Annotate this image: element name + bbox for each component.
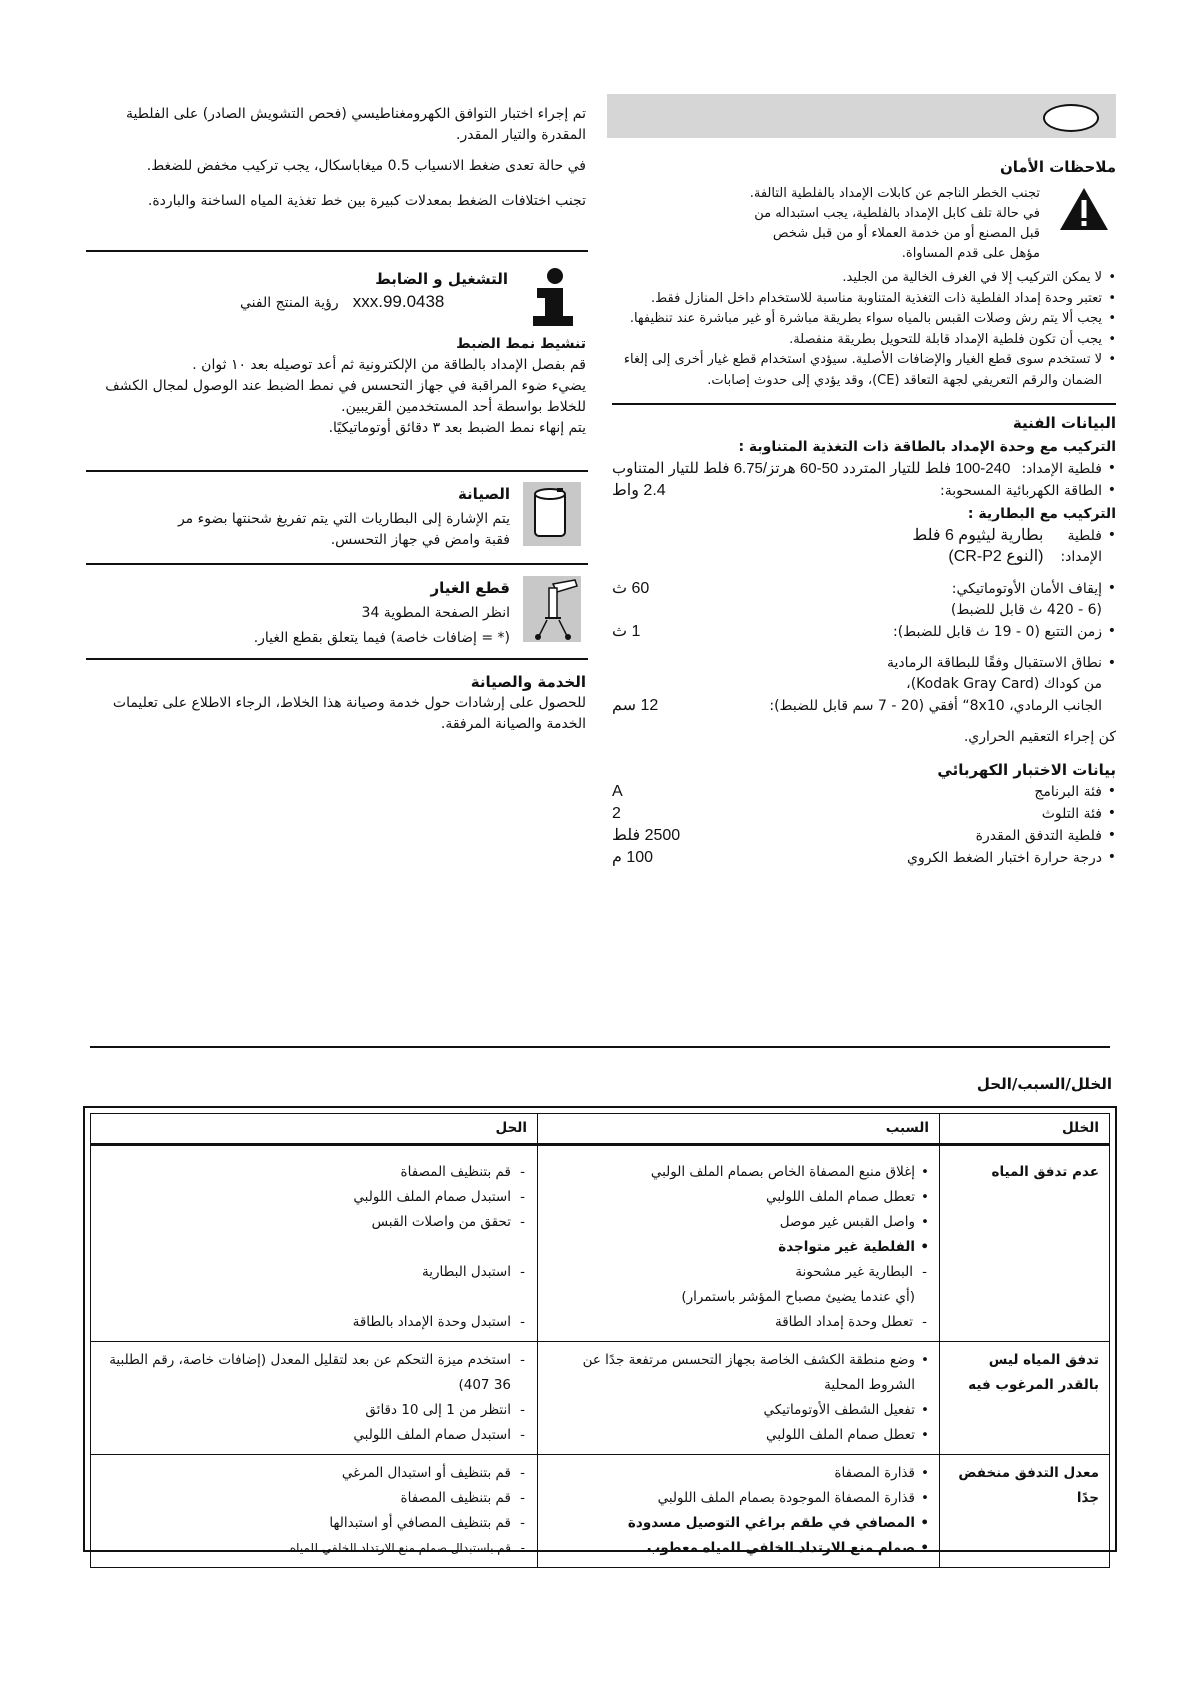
cause-line: • واصل القبس غير موصل — [548, 1210, 929, 1235]
header-fault: الخلل — [940, 1114, 1110, 1145]
cause-line: • صمام منع الارتداد الخلفي للمياه معطوب — [548, 1536, 929, 1561]
divider — [86, 470, 588, 472]
range-label-2: من كوداك (Kodak Gray Card)، — [906, 676, 1102, 692]
cause-line: • المصافي في طقم براغي التوصيل مسدودة — [548, 1511, 929, 1536]
range-label-1: • نطاق الاستقبال وفقًا للبطاقة الرمادية — [612, 653, 1116, 674]
cause-line: - البطارية غير مشحونة — [548, 1260, 929, 1285]
solution-line: - قم بتنظيف أو استبدال المرغي — [101, 1461, 527, 1486]
spare-parts-line: انظر الصفحة المطوية 34 — [361, 605, 510, 621]
tech-title: البيانات الفنية — [1012, 414, 1116, 432]
faucet-icon — [523, 576, 581, 642]
ac-install-title: التركيب مع وحدة الإمداد بالطاقة ذات التغذية المتناوبة : — [738, 439, 1116, 455]
info-icon — [521, 268, 577, 326]
electrical-label: • درجة حرارة اختبار الضغط الكروي — [906, 850, 1102, 866]
product-subtitle: رؤية المنتج الفني — [240, 295, 339, 311]
activation-title: تنشيط نمط الضبط — [456, 336, 586, 352]
solution-line: - انتظر من 1 إلى 10 دقائق — [101, 1398, 527, 1423]
cause-cell — [538, 1455, 940, 1568]
troubleshooting-title: الخلل/السبب/الحل — [976, 1075, 1112, 1093]
solution-line: - استبدل وحدة الإمداد بالطاقة — [101, 1310, 527, 1335]
cause-cell — [538, 1342, 940, 1455]
ac-power-value: 2.4 واط — [612, 482, 666, 499]
fault-cell: معدل التدفق منخفض جدًا — [940, 1455, 1110, 1568]
activation-section — [86, 334, 586, 439]
warning-line: في حالة تلف كابل الإمداد بالفلطية، يجب استبداله من — [754, 206, 1040, 221]
operation-title: التشغيل و الضابط — [375, 270, 508, 288]
electrical-value: A — [612, 783, 623, 800]
cause-line: (أي عندما يضيئ مصباح المؤشر باستمرار) — [681, 1289, 915, 1305]
safety-bullet: • يجب أن تكون فلطية الإمداد قابلة للتحويل بطريقة منفصلة. — [607, 330, 1116, 351]
divider — [86, 563, 588, 565]
solution-line: - تحقق من واصلات القبس — [101, 1210, 527, 1235]
ac-voltage-value: 100-240 فلط للتيار المتردد 50-60 هرتز/6.75 فلط للتيار المتناوب — [612, 460, 1011, 477]
electrical-value: 2 — [612, 805, 621, 822]
warning-line: مؤهل على قدم المساواة. — [901, 246, 1040, 261]
safety-bullet: • لا يمكن التركيب إلا في الغرف الخالية من الجليد. — [607, 268, 1116, 289]
intro-paragraph: في حالة تعدى ضغط الانسياب 0.5 ميغاباسكال، يجب تركيب مخفض للضغط. — [146, 158, 586, 174]
safety-bullet: • يجب ألا يتم رش وصلات القبس بالمياه سواء بطريقة مباشرة أو غير مباشرة عند تنظيفها. — [607, 309, 1116, 330]
service-text: للحصول على إرشادات حول خدمة وصيانة هذا الخلاط، الرجاء الاطلاع على تعليمات الخدمة والصيانة المرفقة. — [112, 695, 586, 732]
cause-line: • تعطل صمام الملف اللولبي — [548, 1423, 929, 1448]
solution-line: - استبدل صمام الملف اللولبي — [101, 1185, 527, 1210]
intro-paragraph: تجنب اختلافات الضغط بمعدلات كبيرة بين خط تغذية المياه الساخنة والباردة. — [147, 193, 586, 209]
activation-line: قم بفصل الإمداد بالطاقة من الإلكترونية ثم أعد توصيله بعد ١٠ ثوان . — [192, 357, 586, 373]
thermal-note: كن إجراء التعقيم الحراري. — [963, 729, 1116, 745]
warning-line: تجنب الخطر الناجم عن كابلات الإمداد بالفلطية التالفة. — [749, 186, 1040, 201]
cause-line: • وضع منطقة الكشف الخاصة بجهاز التحسس مرتفعة جدًا عن الشروط المحلية — [548, 1348, 929, 1398]
battery-voltage-label: • فلطية الإمداد: — [1060, 528, 1102, 565]
safety-section — [607, 158, 1116, 391]
follow-time-value: 1 ث — [612, 623, 641, 640]
maintenance-section — [150, 484, 510, 551]
solution-line: - قم بتنظيف المصفاة — [101, 1160, 527, 1185]
cause-cell — [538, 1145, 940, 1342]
left-intro — [86, 104, 586, 212]
solution-cell — [91, 1455, 538, 1568]
follow-time-label: • زمن التتبع (0 - 19 ث قابل للضبط): — [893, 624, 1102, 640]
solution-line — [101, 1285, 527, 1310]
solution-line: - استبدل البطارية — [101, 1260, 527, 1285]
operation-section — [240, 268, 508, 315]
cause-line: • قذارة المصفاة — [548, 1461, 929, 1486]
fault-cell: تدفق المياه ليس بالقدر المرغوب فيه — [940, 1342, 1110, 1455]
solution-line: - استخدم ميزة التحكم عن بعد لتقليل المعدل (إضافات خاصة، رقم الطلبية 36 407) — [101, 1348, 527, 1398]
ac-power-label: • الطاقة الكهربائية المسحوبة: — [940, 483, 1102, 499]
service-title: الخدمة والصيانة — [470, 673, 586, 691]
electrical-label: • فئة التلوث — [1041, 806, 1102, 822]
electrical-title: بيانات الاختبار الكهربائي — [937, 761, 1116, 779]
header-gray-bar — [607, 94, 1116, 138]
warning-line: قبل المصنع أو من خدمة العملاء أو من قبل شخص — [772, 226, 1040, 241]
header-cause: السبب — [538, 1114, 940, 1145]
fault-cell: عدم تدفق المياه — [940, 1145, 1110, 1342]
safety-stop-value: 60 ث — [612, 580, 650, 597]
solution-line: - قم بتنظيف المصافي أو استبدالها — [101, 1511, 527, 1536]
activation-line: يتم إنهاء نمط الضبط بعد ٣ دقائق أوتوماتيكيًا. — [328, 420, 586, 436]
spare-parts-section — [150, 576, 510, 651]
cause-line: • قذارة المصفاة الموجودة بصمام الملف اللولبي — [548, 1486, 929, 1511]
battery-icon — [523, 482, 581, 546]
safety-title: ملاحظات الأمان — [999, 158, 1116, 176]
cause-line: • إغلاق منبع المصفاة الخاص بصمام الملف الولبي — [548, 1160, 929, 1185]
troubleshooting-table — [90, 1113, 1110, 1568]
header-solution: الحل — [91, 1114, 538, 1145]
solution-line — [101, 1235, 527, 1260]
electrical-label: • فئة البرنامج — [1034, 784, 1102, 800]
spare-parts-title: قطع الغيار — [430, 579, 510, 597]
service-section — [86, 672, 586, 735]
safety-stop-sub: (6 - 420 ث قابل للضبط) — [950, 602, 1102, 618]
troubleshooting-table-frame — [83, 1106, 1117, 1556]
intro-paragraph: تم إجراء اختبار التوافق الكهرومغناطيسي (فحص التشويش الصادر) على الفلطية المقدرة والتيار المقدر. — [126, 106, 586, 143]
cause-line: - تعطل وحدة إمداد الطاقة — [548, 1310, 929, 1335]
divider — [612, 403, 1116, 405]
electrical-value: 2500 فلط — [612, 827, 681, 844]
tech-section — [612, 413, 1116, 869]
electrical-label: • فلطية التدفق المقدرة — [975, 828, 1102, 844]
safety-stop-label: • إيقاف الأمان الأوتوماتيكي: — [951, 581, 1102, 597]
cause-line: • الفلطية غير متواجدة — [548, 1235, 929, 1260]
range-label-3: الجانب الرمادي، 8x10“ أفقي (20 - 7 سم قابل للضبط): — [769, 698, 1102, 714]
solution-cell — [91, 1342, 538, 1455]
product-code: 99.0438.xxx — [352, 292, 445, 311]
solution-line: - استبدل صمام الملف اللولبي — [101, 1423, 527, 1448]
cause-line: • تفعيل الشطف الأوتوماتيكي — [548, 1398, 929, 1423]
cause-line: • تعطل صمام الملف اللولبي — [548, 1185, 929, 1210]
battery-voltage-value: بطارية ليثيوم 6 فلط (النوع CR-P2) — [912, 527, 1044, 565]
solution-cell — [91, 1145, 538, 1342]
spare-parts-line: (* = إضافات خاصة) فيما يتعلق بقطع الغيار. — [253, 630, 510, 646]
ac-voltage-label: • فلطية الإمداد: — [1021, 461, 1102, 477]
solution-line: - قم بتنظيف المصفاة — [101, 1486, 527, 1511]
divider — [86, 658, 588, 660]
maintenance-title: الصيانة — [457, 485, 510, 503]
maintenance-text: يتم الإشارة إلى البطاريات التي يتم تفريغ شحنتها بضوء مر فقبة وامض في جهاز التحسس. — [177, 511, 510, 548]
battery-install-title: التركيب مع البطارية : — [967, 506, 1116, 522]
divider — [90, 1046, 1110, 1048]
divider — [86, 250, 588, 252]
range-value: 12 سم — [612, 697, 659, 714]
warning-icon — [1058, 186, 1110, 232]
language-oval — [1043, 104, 1099, 132]
activation-line: يضيء ضوء المراقبة في جهاز التحسس في نمط الضبط عند الوصول لمجال الكشف للخلاط بواسطة أحد المستخدمين القريبين. — [105, 378, 586, 415]
safety-bullet: • لا تستخدم سوى قطع الغيار والإضافات الأصلية. سيؤدي استخدام قطع غيار أخرى إلى إلغاء الضمان والرقم التعريفي لجهة التعاقد (CE)، وقد يؤدي إلى حدوث إصابات. — [607, 350, 1116, 391]
electrical-value: 100 م — [612, 849, 654, 866]
safety-bullet: • تعتبر وحدة إمداد الفلطية ذات التغذية المتناوبة مناسبة للاستخدام داخل المنازل فقط. — [607, 289, 1116, 310]
solution-line: - قم باستبدال صمام منع الارتداد الخلفي للمياه. — [101, 1536, 527, 1561]
